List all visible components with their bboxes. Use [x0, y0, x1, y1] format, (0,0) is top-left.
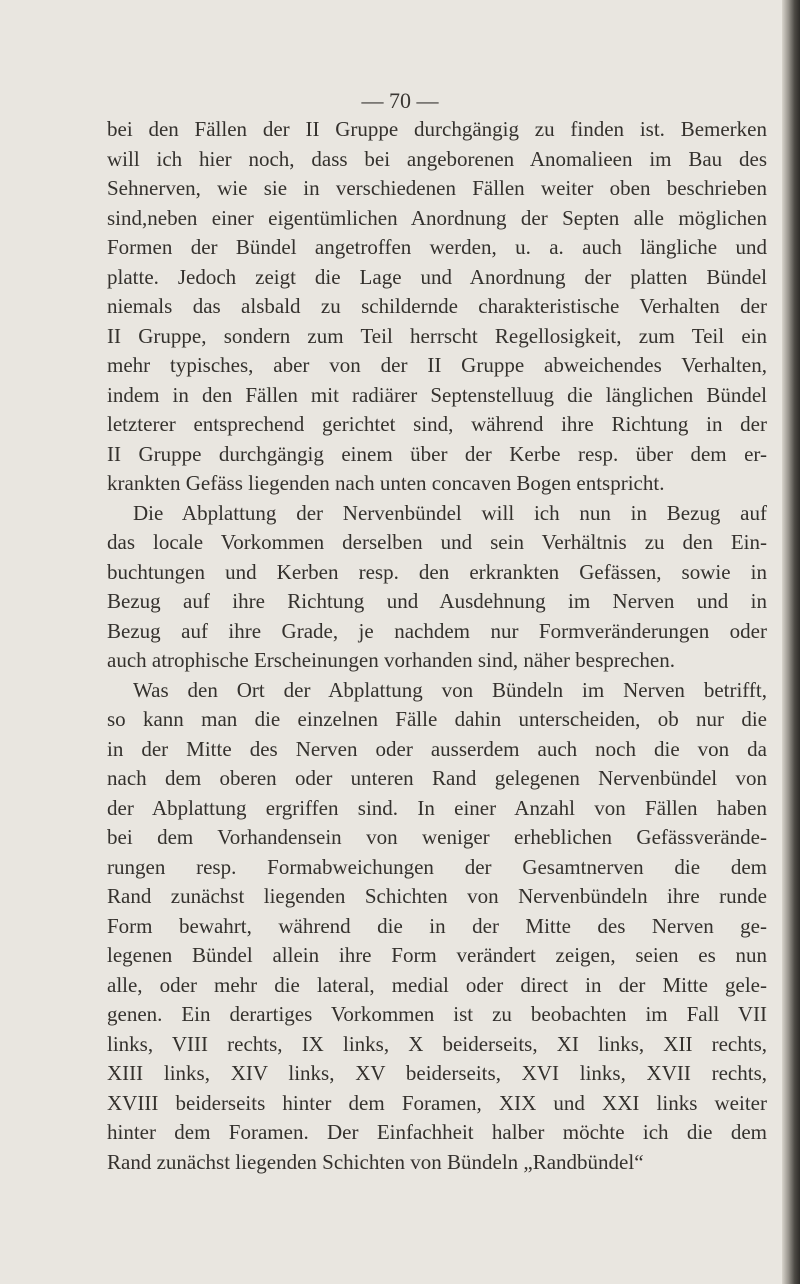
text-line: nach dem oberen oder unteren Rand gelegenen Nervenbündel von	[107, 766, 767, 790]
text-line: platte. Jedoch zeigt die Lage und Anordnung der platten Bündel	[107, 264, 767, 289]
text-line: Bezug auf ihre Richtung und Ausdehnung im Nerven und in	[107, 589, 767, 613]
text-line: alle, oder mehr die lateral, medial oder direct in der Mitte gele-	[107, 972, 767, 997]
text-line: der Abplattung ergriffen sind. In einer Anzahl von Fällen haben	[107, 795, 767, 820]
text-line: Die Abplattung der Nervenbündel will ich nun in Bezug auf	[133, 500, 767, 525]
text-line: buchtungen und Kerben resp. den erkrankten Gefässen, sowie in	[107, 559, 767, 584]
text-line: das locale Vorkommen derselben und sein Verhältnis zu den Ein-	[107, 530, 767, 554]
text-line: letzterer entsprechend gerichtet sind, während ihre Richtung in der	[107, 412, 767, 436]
page-number: — 70 —	[361, 88, 439, 113]
text-line: will ich hier noch, dass bei angeborenen Anomalieen im Bau des	[107, 146, 767, 171]
text-line: bei den Fällen der II Gruppe durchgängig zu finden ist. Bemerken	[107, 117, 767, 141]
text-line: II Gruppe, sondern zum Teil herrscht Regellosigkeit, zum Teil ein	[107, 323, 767, 348]
text-line: legenen Bündel allein ihre Form verändert zeigen, seien es nun	[107, 943, 767, 967]
text-line: Rand zunächst liegenden Schichten von Nervenbündeln ihre runde	[107, 884, 767, 908]
text-line: Rand zunächst liegenden Schichten von Bündeln „Randbündel“	[107, 1149, 644, 1174]
text-line: Sehnerven, wie sie in verschiedenen Fällen weiter oben beschrieben	[107, 176, 767, 200]
text-line: II Gruppe durchgängig einem über der Kerbe resp. über dem er-	[107, 441, 767, 466]
text-line: indem in den Fällen mit radiärer Septenstelluug die länglichen Bündel	[107, 382, 767, 407]
text-line: genen. Ein derartiges Vorkommen ist zu beobachten im Fall VII	[107, 1002, 767, 1026]
body-text	[107, 115, 767, 1177]
text-line: auch atrophische Erscheinungen vorhanden sind, näher besprechen.	[107, 648, 675, 672]
text-line: krankten Gefäss liegenden nach unten concaven Bogen entspricht.	[107, 471, 665, 495]
text-line: in der Mitte des Nerven oder ausserdem auch noch die von da	[107, 736, 767, 761]
text-line: Formen der Bündel angetroffen werden, u. a. auch längliche und	[107, 235, 767, 259]
text-line: rungen resp. Formabweichungen der Gesamtnerven die dem	[107, 854, 767, 879]
text-line: sind,neben einer eigentümlichen Anordnung der Septen alle möglichen	[107, 205, 767, 230]
text-line: XIII links, XIV links, XV beiderseits, XVI links, XVII rechts,	[107, 1061, 767, 1085]
text-line: links, VIII rechts, IX links, X beiderseits, XI links, XII rechts,	[107, 1031, 767, 1056]
text-line: so kann man die einzelnen Fälle dahin unterscheiden, ob nur die	[107, 707, 767, 731]
text-line: bei dem Vorhandensein von weniger erheblichen Gefässverände-	[107, 825, 767, 849]
text-line: niemals das alsbald zu schildernde charakteristische Verhalten der	[107, 294, 767, 318]
text-line: XVIII beiderseits hinter dem Foramen, XIX und XXI links weiter	[107, 1090, 767, 1115]
text-line: Form bewahrt, während die in der Mitte des Nerven ge-	[107, 913, 767, 938]
text-line: hinter dem Foramen. Der Einfachheit halber möchte ich die dem	[107, 1120, 767, 1144]
text-line: Bezug auf ihre Grade, je nachdem nur Formveränderungen oder	[107, 618, 767, 643]
text-line: Was den Ort der Abplattung von Bündeln im Nerven betrifft,	[133, 677, 767, 702]
scan-edge-shadow	[782, 0, 800, 1284]
text-line: mehr typisches, aber von der II Gruppe abweichendes Verhalten,	[107, 353, 767, 377]
